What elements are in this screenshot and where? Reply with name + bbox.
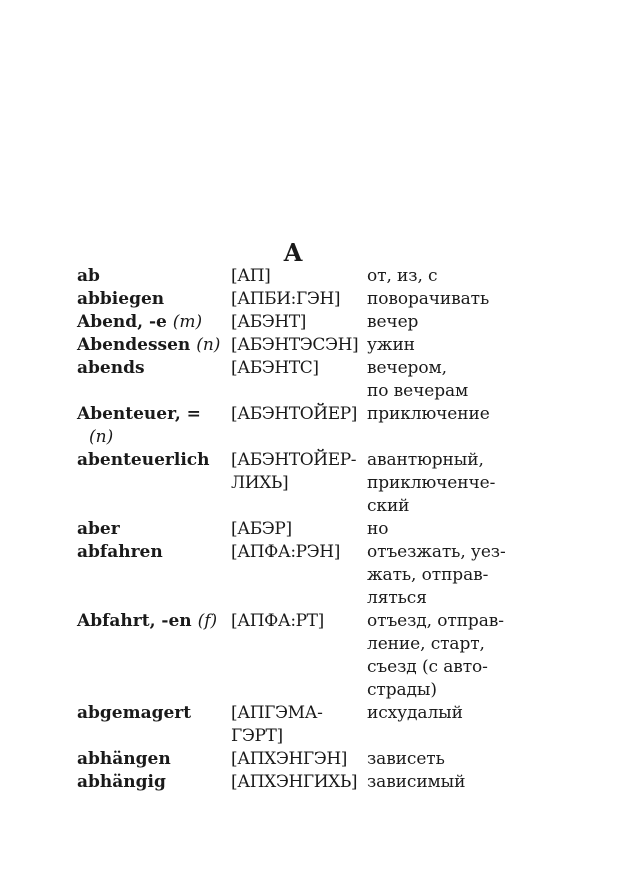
translation <box>367 541 537 610</box>
translation-line: от, из, с <box>367 266 438 286</box>
pronunciation <box>231 265 367 288</box>
translation-line: ский <box>367 496 410 516</box>
translation-line: авантюрный, <box>367 450 484 470</box>
headword-text: Abend, -e <box>77 312 167 332</box>
translation <box>367 771 537 794</box>
translation <box>367 518 537 541</box>
translation-line: отъезжать, уез- <box>367 542 506 562</box>
dictionary-entry <box>77 748 537 771</box>
pronunciation <box>231 748 367 771</box>
pronunciation-line: [АПХЭНГЭН] <box>231 749 347 769</box>
translation-line: отъезд, отправ- <box>367 611 504 631</box>
headword <box>77 771 231 794</box>
headword <box>77 265 231 288</box>
translation-line: ляться <box>367 588 427 608</box>
translation-line: зависеть <box>367 749 445 769</box>
translation <box>367 702 537 748</box>
translation-line: ление, старт, <box>367 634 485 654</box>
translation-line: вечер <box>367 312 419 332</box>
headword-text: Abenteuer, = <box>77 404 201 424</box>
headword <box>77 357 231 403</box>
gender-marker: (n) <box>89 427 114 447</box>
pronunciation-line: [АБЭНТОЙЕР] <box>231 404 358 424</box>
section-letter: A <box>283 238 303 267</box>
headword <box>77 541 231 610</box>
translation <box>367 265 537 288</box>
pronunciation-line: [АБЭНТЭСЭН] <box>231 335 359 355</box>
pronunciation-line: [АПГЭМА- <box>231 703 323 723</box>
headword <box>77 403 231 449</box>
translation <box>367 288 537 311</box>
translation-line: поворачивать <box>367 289 490 309</box>
pronunciation <box>231 357 367 403</box>
headword <box>77 518 231 541</box>
headword <box>77 702 231 748</box>
translation-line: вечером, <box>367 358 447 378</box>
headword-text: abhängig <box>77 772 166 792</box>
dictionary-entry <box>77 334 537 357</box>
translation-line: зависимый <box>367 772 466 792</box>
translation <box>367 311 537 334</box>
headword-text: Abfahrt, -en <box>77 611 192 631</box>
pronunciation-line: ЛИХЬ] <box>231 473 289 493</box>
pronunciation-line: ГЭРТ] <box>231 726 283 746</box>
pronunciation <box>231 518 367 541</box>
pronunciation <box>231 541 367 610</box>
pronunciation <box>231 702 367 748</box>
headword-text: aber <box>77 519 120 539</box>
pronunciation-line: [АПХЭНГИХЬ] <box>231 772 358 792</box>
translation <box>367 748 537 771</box>
translation-line: ужин <box>367 335 415 355</box>
translation-line: исхудалый <box>367 703 463 723</box>
headword <box>77 610 231 702</box>
pronunciation <box>231 311 367 334</box>
translation <box>367 334 537 357</box>
headword-text: abgemagert <box>77 703 192 723</box>
pronunciation-line: [АПФА:РТ] <box>231 611 324 631</box>
translation <box>367 357 537 403</box>
dictionary-entry <box>77 541 537 610</box>
translation-line: съезд (с авто- <box>367 657 488 677</box>
pronunciation <box>231 288 367 311</box>
translation-line: жать, отправ- <box>367 565 489 585</box>
pronunciation-line: [АБЭР] <box>231 519 292 539</box>
dictionary-entry <box>77 265 537 288</box>
dictionary-entry <box>77 288 537 311</box>
pronunciation-line: [АПФА:РЭН] <box>231 542 340 562</box>
translation-line: но <box>367 519 389 539</box>
gender-marker: (f) <box>197 611 218 631</box>
gender-marker: (m) <box>172 312 203 332</box>
headword-text: abends <box>77 358 145 378</box>
pronunciation <box>231 771 367 794</box>
dictionary-entry <box>77 771 537 794</box>
translation-line: приключение <box>367 404 490 424</box>
translation-line: страды) <box>367 680 437 700</box>
translation <box>367 610 537 702</box>
translation-line: по вечерам <box>367 381 469 401</box>
pronunciation-line: [АБЭНТС] <box>231 358 319 378</box>
pronunciation-line: [АП] <box>231 266 271 286</box>
dictionary-entry <box>77 449 537 518</box>
pronunciation-line: [АБЭНТОЙЕР- <box>231 450 357 470</box>
dictionary-entry <box>77 518 537 541</box>
pronunciation-line: [АБЭНТ] <box>231 312 307 332</box>
translation-line: приключенче- <box>367 473 496 493</box>
dictionary-entry <box>77 702 537 748</box>
headword-text: Abendessen <box>77 335 191 355</box>
headword <box>77 288 231 311</box>
dictionary-entry <box>77 311 537 334</box>
translation <box>367 449 537 518</box>
headword-text: abfahren <box>77 542 163 562</box>
pronunciation <box>231 449 367 518</box>
entry-list <box>77 265 537 794</box>
headword-text: abenteuerlich <box>77 450 210 470</box>
pronunciation <box>231 610 367 702</box>
pronunciation <box>231 403 367 449</box>
headword <box>77 311 231 334</box>
pronunciation-line: [АПБИ:ГЭН] <box>231 289 341 309</box>
dictionary-entry <box>77 610 537 702</box>
pronunciation <box>231 334 367 357</box>
headword <box>77 449 231 518</box>
dictionary-entry <box>77 403 537 449</box>
headword-text: abhängen <box>77 749 171 769</box>
dictionary-entry <box>77 357 537 403</box>
translation <box>367 403 537 449</box>
gender-marker: (n) <box>196 335 221 355</box>
headword <box>77 334 231 357</box>
headword-text: ab <box>77 266 100 286</box>
headword-text: abbiegen <box>77 289 165 309</box>
headword <box>77 748 231 771</box>
